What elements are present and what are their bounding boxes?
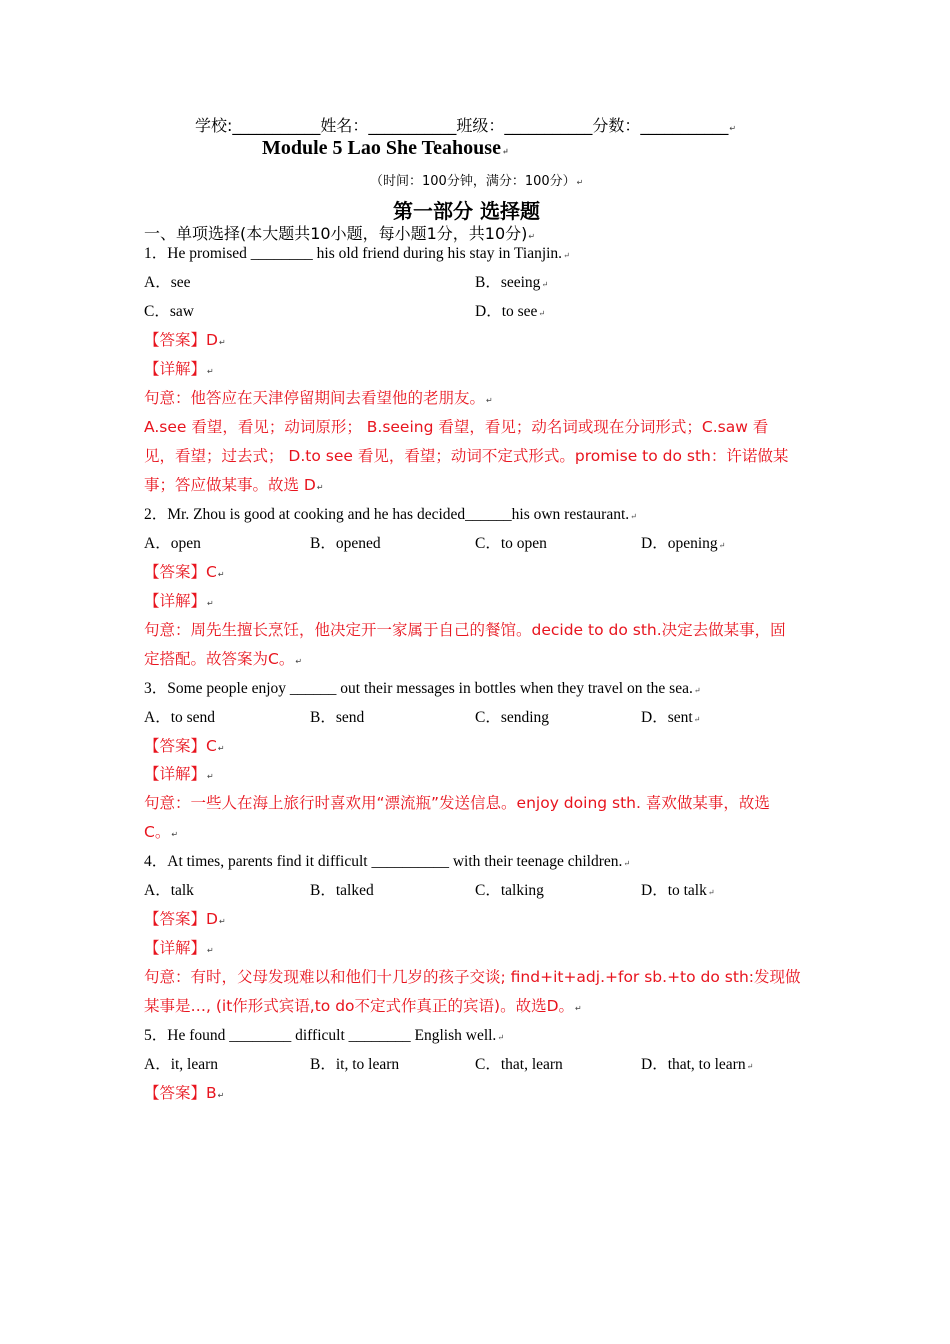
explanation-line: 句意：有时，父母发现难以和他们十几岁的孩子交谈; find+it+adj.+for sb.+to do sth:发现做 xyxy=(144,968,801,986)
explanation-line: C。↵ xyxy=(144,823,179,841)
detail-label: 【详解】↵ xyxy=(144,360,214,378)
option-d: D．to see↵ xyxy=(475,303,546,320)
question-stem: 5．He found ________ difficult ________ English well.↵ xyxy=(144,1027,505,1044)
question-stem: 4．At times, parents find it difficult __________ with their teenage children.↵ xyxy=(144,853,631,870)
answer-label: 【答案】B↵ xyxy=(144,1084,225,1102)
detail-label: 【详解】↵ xyxy=(144,939,214,957)
explanation-line: 句意：周先生擅长烹饪，他决定开一家属于自己的餐馆。decide to do sth.决定去做某事，固 xyxy=(144,621,786,639)
explanation-line: 句意：一些人在海上旅行时喜欢用“漂流瓶”发送信息。enjoy doing sth. 喜欢做某事，故选 xyxy=(144,794,770,812)
part-heading: 第一部分 选择题 xyxy=(393,199,540,223)
option-c: C．to open xyxy=(475,535,547,552)
option-b: B．it, to learn xyxy=(310,1056,400,1073)
option-a: A．to send xyxy=(144,709,216,726)
question-stem: 1．He promised ________ his old friend during his stay in Tianjin.↵ xyxy=(144,245,570,262)
question-stem: 3．Some people enjoy ______ out their messages in bottles when they travel on the sea.↵ xyxy=(144,680,701,697)
option-c: C．saw xyxy=(144,303,194,320)
option-d: D．to talk↵ xyxy=(641,882,715,899)
option-a: A．see xyxy=(144,274,191,291)
explanation-line: 见，看望；过去式； D.to see 看见，看望；动词不定式形式。promise to do sth：许诺做某 xyxy=(144,447,789,465)
explanation-line: 某事是…, (it作形式宾语,to do不定式作真正的宾语)。故选D。↵ xyxy=(144,997,582,1015)
answer-label: 【答案】C↵ xyxy=(144,563,225,581)
explanation-line: 事；答应做某事。故选 D↵ xyxy=(144,476,324,494)
option-d: D．that, to learn↵ xyxy=(641,1056,754,1073)
option-b: B．seeing↵ xyxy=(475,274,549,291)
option-d: D．opening↵ xyxy=(641,535,726,552)
option-c: C．sending xyxy=(475,709,550,726)
explanation-line: A.see 看望，看见；动词原形； B.seeing 看望，看见；动名词或现在分词形式；C.saw 看 xyxy=(144,418,769,436)
exam-time-info: （时间：100分钟，满分：100分）↵ xyxy=(370,174,584,189)
option-d: D．sent↵ xyxy=(641,709,701,726)
explanation-line: 句意：他答应在天津停留期间去看望他的老朋友。↵ xyxy=(144,389,493,407)
question-stem: 2．Mr. Zhou is good at cooking and he has decided______his own restaurant.↵ xyxy=(144,506,637,523)
answer-label: 【答案】D↵ xyxy=(144,910,226,928)
option-c: C．that, learn xyxy=(475,1056,563,1073)
option-a: A．it, learn xyxy=(144,1056,219,1073)
detail-label: 【详解】↵ xyxy=(144,765,214,783)
student-info-line: 学校:___________姓名：___________班级：___________分数：___________↵ xyxy=(195,116,737,135)
option-c: C．talking xyxy=(475,882,544,899)
module-title: Module 5 Lao She Teahouse↵ xyxy=(262,137,509,159)
section-heading: 一、单项选择(本大题共10小题，每小题1分，共10分)↵ xyxy=(144,224,536,243)
detail-label: 【详解】↵ xyxy=(144,592,214,610)
option-b: B．talked xyxy=(310,882,374,899)
option-a: A．talk xyxy=(144,882,194,899)
option-a: A．open xyxy=(144,535,201,552)
answer-label: 【答案】C↵ xyxy=(144,737,225,755)
explanation-line: 定搭配。故答案为C。↵ xyxy=(144,650,303,668)
option-b: B．send xyxy=(310,709,365,726)
answer-label: 【答案】D↵ xyxy=(144,331,226,349)
option-b: B．opened xyxy=(310,535,381,552)
